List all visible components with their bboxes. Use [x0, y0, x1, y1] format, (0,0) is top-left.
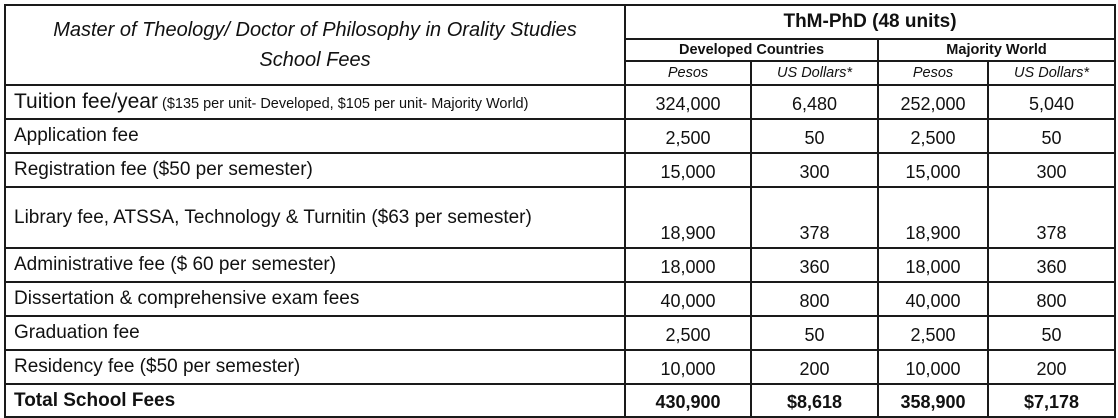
fee-table-container	[4, 4, 1116, 418]
cell-value: 2,500	[878, 316, 988, 350]
row-label: Library fee, ATSSA, Technology & Turnitin ($63 per semester)	[5, 187, 625, 248]
table-row	[5, 153, 1115, 187]
table-row	[5, 119, 1115, 153]
cell-value: 200	[988, 350, 1115, 384]
cell-value: 200	[751, 350, 878, 384]
program-header: ThM-PhD (48 units)	[625, 5, 1115, 39]
cell-value: 5,040	[988, 85, 1115, 119]
cell-value: 378	[988, 187, 1115, 248]
table-row	[5, 85, 1115, 119]
row-label: Dissertation & comprehensive exam fees	[5, 282, 625, 316]
cell-value: 10,000	[625, 350, 751, 384]
currency-header: US Dollars*	[751, 61, 878, 85]
table-row	[5, 248, 1115, 282]
row-label-note: ($135 per unit- Developed, $105 per unit- Majority World)	[157, 96, 529, 112]
cell-value: 2,500	[878, 119, 988, 153]
cell-value: 50	[751, 119, 878, 153]
cell-value: 50	[751, 316, 878, 350]
school-fees-table	[4, 4, 1116, 418]
title-line-1: Master of Theology/ Doctor of Philosophy in Orality Studies	[53, 19, 577, 41]
row-label: Registration fee ($50 per semester)	[5, 153, 625, 187]
cell-value: 18,000	[878, 248, 988, 282]
table-row	[5, 282, 1115, 316]
cell-value: 15,000	[878, 153, 988, 187]
title-line-2: School Fees	[259, 49, 371, 71]
total-value: $7,178	[988, 384, 1115, 417]
cell-value: 50	[988, 316, 1115, 350]
row-label: Application fee	[5, 119, 625, 153]
total-value: $8,618	[751, 384, 878, 417]
row-label: Residency fee ($50 per semester)	[5, 350, 625, 384]
cell-value: 2,500	[625, 119, 751, 153]
cell-value: 50	[988, 119, 1115, 153]
row-label: Administrative fee ($ 60 per semester)	[5, 248, 625, 282]
cell-value: 40,000	[878, 282, 988, 316]
cell-value: 378	[751, 187, 878, 248]
total-row	[5, 384, 1115, 417]
total-value: 358,900	[878, 384, 988, 417]
cell-value: 40,000	[625, 282, 751, 316]
cell-value: 360	[988, 248, 1115, 282]
cell-value: 800	[988, 282, 1115, 316]
row-label: Graduation fee	[5, 316, 625, 350]
total-value: 430,900	[625, 384, 751, 417]
cell-value: 6,480	[751, 85, 878, 119]
cell-value: 18,000	[625, 248, 751, 282]
region-header-majority: Majority World	[878, 39, 1115, 61]
cell-value: 324,000	[625, 85, 751, 119]
currency-header: Pesos	[878, 61, 988, 85]
table-row	[5, 350, 1115, 384]
row-label	[5, 85, 625, 119]
total-label: Total School Fees	[5, 384, 625, 417]
cell-value: 252,000	[878, 85, 988, 119]
table-title	[5, 5, 625, 85]
cell-value: 18,900	[878, 187, 988, 248]
cell-value: 15,000	[625, 153, 751, 187]
currency-header: Pesos	[625, 61, 751, 85]
table-row	[5, 316, 1115, 350]
cell-value: 800	[751, 282, 878, 316]
cell-value: 2,500	[625, 316, 751, 350]
currency-header: US Dollars*	[988, 61, 1115, 85]
cell-value: 10,000	[878, 350, 988, 384]
cell-value: 300	[988, 153, 1115, 187]
table-row	[5, 187, 1115, 248]
cell-value: 300	[751, 153, 878, 187]
region-header-developed: Developed Countries	[625, 39, 878, 61]
row-label-text: Tuition fee/year	[14, 90, 158, 113]
cell-value: 18,900	[625, 187, 751, 248]
cell-value: 360	[751, 248, 878, 282]
